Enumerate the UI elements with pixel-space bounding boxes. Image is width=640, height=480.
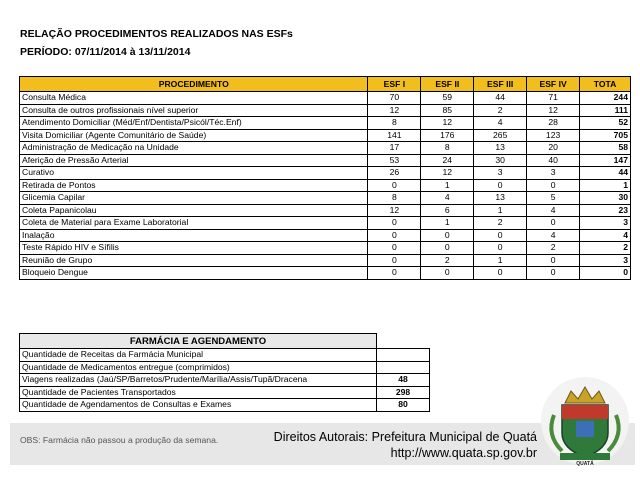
site-url[interactable]: http://www.quata.sp.gov.br (390, 446, 537, 460)
procedure-count: 8 (421, 142, 474, 155)
procedure-count: 8 (368, 117, 421, 130)
procedure-count: 0 (527, 254, 580, 267)
table-row (20, 204, 631, 217)
procedure-count: 20 (527, 142, 580, 155)
list-item (20, 399, 430, 412)
report-title: RELAÇÃO PROCEDIMENTOS REALIZADOS NAS ESFs (20, 28, 293, 40)
procedure-total: 2 (580, 242, 631, 255)
table-row (20, 154, 631, 167)
procedure-count: 2 (527, 242, 580, 255)
procedure-count: 6 (421, 204, 474, 217)
procedure-count: 28 (527, 117, 580, 130)
procedure-count: 70 (368, 92, 421, 105)
table-row (20, 117, 631, 130)
procedure-name: Aferição de Pressão Arterial (20, 154, 368, 167)
procedure-count: 123 (527, 129, 580, 142)
procedure-count: 0 (474, 267, 527, 280)
column-header: ESF IV (527, 77, 580, 92)
table-row (20, 229, 631, 242)
procedure-count: 4 (421, 192, 474, 205)
table-row (20, 167, 631, 180)
table-row (20, 104, 631, 117)
procedure-name: Consulta de outros profissionais nível superior (20, 104, 368, 117)
copyright-block (274, 429, 537, 461)
pharmacy-item-label: Quantidade de Receitas da Farmácia Municipal (20, 349, 377, 362)
column-header: PROCEDIMENTO (20, 77, 368, 92)
procedure-name: Bloqueio Dengue (20, 267, 368, 280)
procedure-total: 244 (580, 92, 631, 105)
procedure-total: 52 (580, 117, 631, 130)
procedure-count: 0 (368, 229, 421, 242)
procedure-count: 2 (474, 104, 527, 117)
procedures-table (19, 76, 631, 280)
procedure-count: 0 (368, 179, 421, 192)
procedure-name: Coleta Papanicolau (20, 204, 368, 217)
table-row (20, 192, 631, 205)
procedure-total: 30 (580, 192, 631, 205)
procedure-count: 2 (421, 254, 474, 267)
procedure-count: 44 (474, 92, 527, 105)
table-row (20, 92, 631, 105)
procedure-count: 0 (474, 179, 527, 192)
list-item (20, 374, 430, 387)
procedure-count: 1 (421, 217, 474, 230)
procedure-count: 141 (368, 129, 421, 142)
pharmacy-item-value (377, 361, 430, 374)
pharmacy-item-label: Viagens realizadas (Jaú/SP/Barretos/Prudente/Marília/Assis/Tupã/Dracena (20, 374, 377, 387)
procedure-count: 12 (368, 104, 421, 117)
procedure-count: 1 (421, 179, 474, 192)
procedure-count: 3 (474, 167, 527, 180)
procedure-count: 0 (368, 242, 421, 255)
procedure-count: 0 (474, 242, 527, 255)
table-row (20, 254, 631, 267)
procedure-name: Administração de Medicação na Unidade (20, 142, 368, 155)
procedure-name: Atendimento Domiciliar (Méd/Enf/Dentista/Psicól/Téc.Enf) (20, 117, 368, 130)
procedure-count: 8 (368, 192, 421, 205)
table-row (20, 217, 631, 230)
procedure-count: 0 (368, 254, 421, 267)
municipal-crest-icon (540, 375, 630, 467)
procedure-count: 12 (368, 204, 421, 217)
procedure-name: Coleta de Material para Exame Laboratorial (20, 217, 368, 230)
procedure-count: 176 (421, 129, 474, 142)
procedure-count: 3 (527, 167, 580, 180)
procedure-total: 44 (580, 167, 631, 180)
footer-note: OBS: Farmácia não passou a produção da semana. (20, 435, 219, 445)
column-header: ESF III (474, 77, 527, 92)
procedure-total: 58 (580, 142, 631, 155)
procedure-count: 0 (474, 229, 527, 242)
procedure-name: Glicemia Capilar (20, 192, 368, 205)
procedure-count: 0 (368, 267, 421, 280)
procedure-name: Retirada de Pontos (20, 179, 368, 192)
procedure-count: 40 (527, 154, 580, 167)
copyright-text: Direitos Autorais: Prefeitura Municipal de Quatá (273, 430, 537, 444)
procedure-count: 0 (421, 229, 474, 242)
procedure-name: Inalação (20, 229, 368, 242)
procedure-count: 12 (421, 117, 474, 130)
procedure-count: 0 (421, 242, 474, 255)
procedure-count: 30 (474, 154, 527, 167)
procedure-total: 3 (580, 217, 631, 230)
procedure-count: 24 (421, 154, 474, 167)
column-header: ESF II (421, 77, 474, 92)
procedure-total: 1 (580, 179, 631, 192)
procedure-count: 265 (474, 129, 527, 142)
pharmacy-item-value: 298 (377, 386, 430, 399)
procedure-count: 13 (474, 142, 527, 155)
report-period: PERÍODO: 07/11/2014 à 13/11/2014 (20, 46, 191, 58)
list-item (20, 361, 430, 374)
procedure-count: 71 (527, 92, 580, 105)
pharmacy-item-value: 80 (377, 399, 430, 412)
procedure-count: 12 (421, 167, 474, 180)
pharmacy-item-label: Quantidade de Agendamentos de Consultas e Exames (20, 399, 377, 412)
procedure-count: 0 (368, 217, 421, 230)
table-row (20, 267, 631, 280)
procedure-total: 705 (580, 129, 631, 142)
procedure-count: 1 (474, 204, 527, 217)
procedure-name: Reunião de Grupo (20, 254, 368, 267)
procedure-total: 0 (580, 267, 631, 280)
procedures-header-row (20, 77, 631, 92)
procedure-total: 111 (580, 104, 631, 117)
procedure-total: 147 (580, 154, 631, 167)
procedure-count: 1 (474, 254, 527, 267)
list-item (20, 386, 430, 399)
procedure-count: 4 (527, 229, 580, 242)
column-header: TOTA (580, 77, 631, 92)
pharmacy-title: FARMÁCIA E AGENDAMENTO (20, 334, 377, 349)
crest-label: QUATÁ (576, 461, 594, 467)
table-row (20, 179, 631, 192)
pharmacy-table (19, 333, 430, 412)
pharmacy-item-label: Quantidade de Pacientes Transportados (20, 386, 377, 399)
procedure-name: Visita Domiciliar (Agente Comunitário de Saúde) (20, 129, 368, 142)
column-header: ESF I (368, 77, 421, 92)
table-row (20, 142, 631, 155)
procedure-count: 4 (527, 204, 580, 217)
procedure-count: 0 (527, 217, 580, 230)
procedure-name: Teste Rápido HIV e Sífilis (20, 242, 368, 255)
procedure-count: 85 (421, 104, 474, 117)
pharmacy-item-label: Quantidade de Medicamentos entregue (comprimidos) (20, 361, 377, 374)
procedure-count: 26 (368, 167, 421, 180)
procedure-count: 0 (421, 267, 474, 280)
procedure-count: 53 (368, 154, 421, 167)
procedure-total: 3 (580, 254, 631, 267)
procedure-name: Consulta Médica (20, 92, 368, 105)
procedure-count: 12 (527, 104, 580, 117)
procedure-count: 0 (527, 179, 580, 192)
procedure-count: 13 (474, 192, 527, 205)
procedure-total: 4 (580, 229, 631, 242)
table-row (20, 242, 631, 255)
procedure-count: 17 (368, 142, 421, 155)
procedure-total: 23 (580, 204, 631, 217)
list-item (20, 349, 430, 362)
procedure-count: 59 (421, 92, 474, 105)
pharmacy-item-value: 48 (377, 374, 430, 387)
procedure-name: Curativo (20, 167, 368, 180)
procedure-count: 2 (474, 217, 527, 230)
procedure-count: 0 (527, 267, 580, 280)
pharmacy-item-value (377, 349, 430, 362)
procedure-count: 4 (474, 117, 527, 130)
table-row (20, 129, 631, 142)
procedure-count: 5 (527, 192, 580, 205)
